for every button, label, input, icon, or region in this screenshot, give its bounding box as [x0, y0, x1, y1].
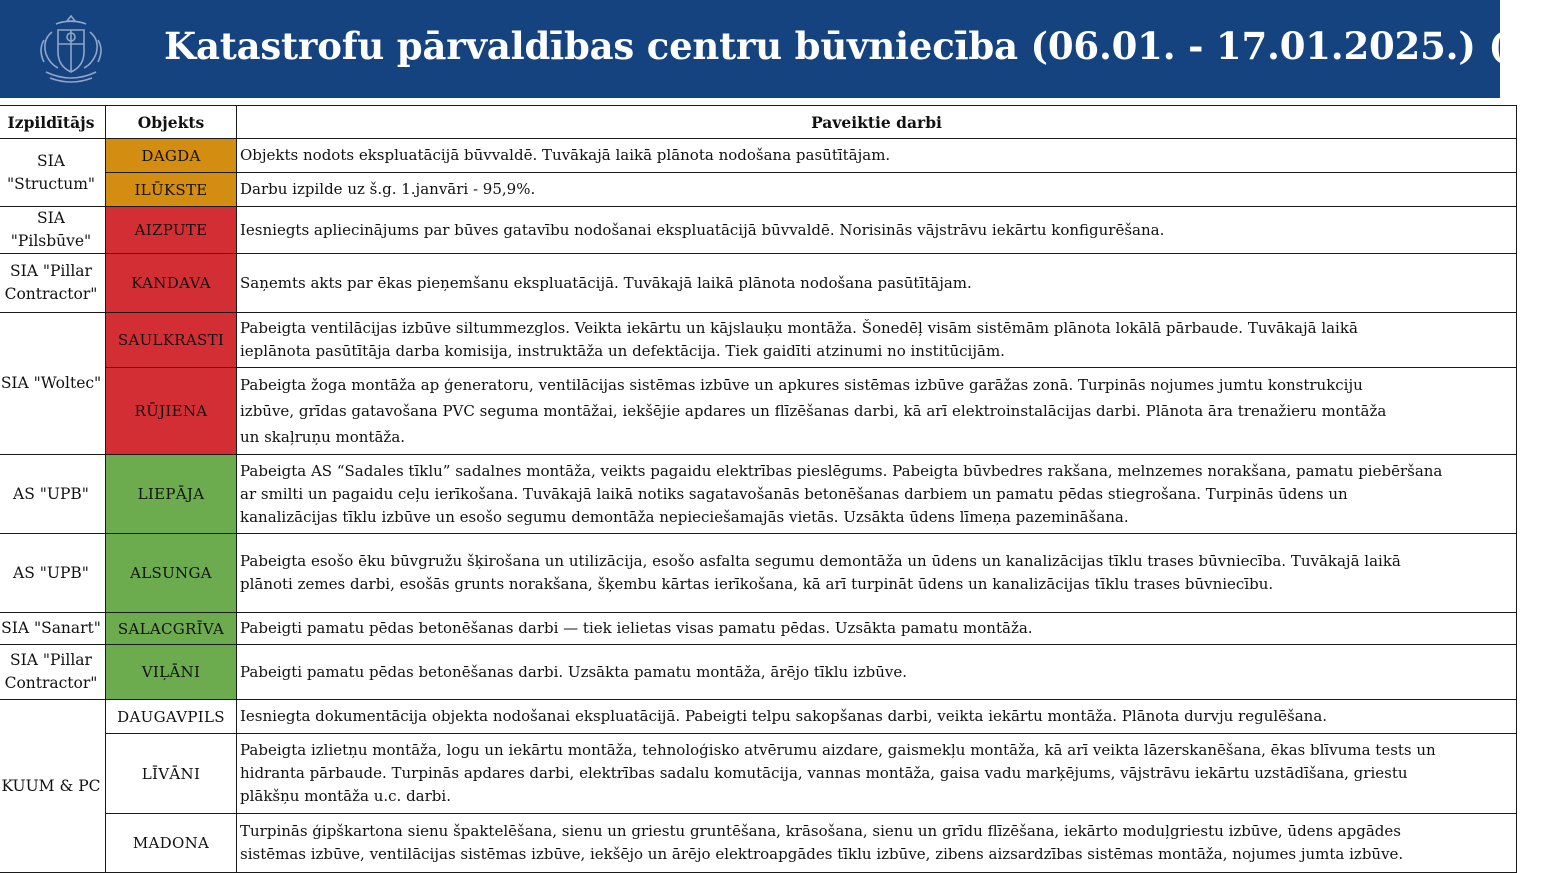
object-cell: SALACGRĪVA — [106, 613, 237, 645]
executor-line: SIA "Sanart" — [1, 619, 101, 637]
work-line: Pabeigta izlietņu montāža, logu un iekārtu montāža, tehnoloģisko atvērumu aizdare, gaismekļu montāža, kā arī veikta lāzerskanēšana, ēkas blīvuma tests un — [240, 741, 1436, 759]
work-cell — [237, 534, 1517, 613]
table-row — [0, 645, 1517, 700]
object-cell: MADONA — [106, 814, 237, 873]
work-cell — [237, 645, 1517, 700]
executor-cell — [0, 139, 106, 207]
object-cell: LĪVĀNI — [106, 734, 237, 814]
column-header-executor: Izpildītājs — [0, 106, 106, 139]
table-row — [0, 368, 1517, 455]
table-row — [0, 313, 1517, 368]
table-row — [0, 613, 1517, 645]
executor-cell — [0, 613, 106, 645]
executor-line: "Structum" — [6, 174, 96, 193]
column-header-object: Objekts — [106, 106, 237, 139]
work-cell — [237, 814, 1517, 873]
table-row — [0, 700, 1517, 734]
work-line: Darbu izpilde uz š.g. 1.janvāri - 95,9%. — [240, 180, 536, 198]
progress-table — [0, 105, 1517, 873]
object-cell: SAULKRASTI — [106, 313, 237, 368]
work-cell — [237, 455, 1517, 534]
work-line: Pabeigti pamatu pēdas betonēšanas darbi. Uzsākta pamatu montāža, ārējo tīklu izbūve. — [240, 662, 908, 681]
work-line: Pabeigta ventilācijas izbūve siltummezglos. Veikta iekārtu un kājslauķu montāža. Šonedēļ visām sistēmām plānota lokālā pārbaude. Tuvākajā laikā — [240, 319, 1358, 337]
work-line: Pabeigta esošo ēku būvgružu šķirošana un utilizācija, esošo asfalta segumu demontāža un ūdens un kanalizācijas tīklu trases būvniecība. Tuvākajā laikā — [240, 552, 1401, 570]
object-cell: KANDAVA — [106, 254, 237, 313]
table-row — [0, 173, 1517, 207]
work-line: hidranta pārbaude. Turpinās apdares darbi, elektrības sadalu komutācija, vannas montāža, gaisa vadu marķējums, vājstrāvu iekārtu uzstādīšana, griestu — [240, 764, 1408, 782]
executor-line: Contractor" — [4, 285, 98, 303]
table-row — [0, 139, 1517, 173]
page-title: Katastrofu pārvaldības centru būvniecība (06.01. - 17.01.2025.) (1) — [164, 24, 1548, 68]
work-line: Pabeigti pamatu pēdas betonēšanas darbi — tiek ielietas visas pamatu pēdas. Uzsākta pamatu montāža. — [240, 619, 1033, 637]
work-cell — [237, 613, 1517, 645]
work-line: sistēmas izbūve, ventilācijas sistēmas izbūve, iekšējo un ārējo elektroapgādes tīklu izbūve, zibens aizsardzības sistēmas montāža, nojumes jumta izbūve. — [240, 845, 1404, 863]
coat-of-arms-icon — [30, 10, 112, 88]
object-cell: ALSUNGA — [106, 534, 237, 613]
work-line: Objekts nodots ekspluatācijā būvvaldē. Tuvākajā laikā plānota nodošana pasūtītājam. — [240, 146, 891, 164]
executor-line: SIA — [37, 151, 65, 170]
work-line: Iesniegts apliecinājums par būves gatavību nodošanai ekspluatācijā būvvaldē. Norisinās vājstrāvu iekārtu konfigurēšana. — [240, 220, 1165, 239]
work-line: izbūve, grīdas gatavošana PVC seguma montāžai, iekšējie apdares un flīzēšanas darbi, kā arī elektroinstalācijas darbi. Plānota āra trenažieru montāža — [240, 402, 1387, 420]
executor-cell — [0, 455, 106, 534]
work-cell — [237, 139, 1517, 173]
table-row — [0, 254, 1517, 313]
object-cell: AIZPUTE — [106, 207, 237, 254]
executor-line: SIA "Pillar — [10, 651, 92, 669]
executor-line: Contractor" — [4, 674, 98, 692]
executor-line: KUUM & PC — [1, 776, 101, 795]
executor-cell — [0, 254, 106, 313]
object-cell: DAGDA — [106, 139, 237, 173]
column-header-work: Paveiktie darbi — [237, 106, 1517, 139]
executor-cell — [0, 700, 106, 873]
work-cell — [237, 207, 1517, 254]
executor-cell — [0, 645, 106, 700]
work-line: plākšņu montāža u.c. darbi. — [240, 787, 451, 805]
object-cell: VIĻĀNI — [106, 645, 237, 700]
executor-line: AS "UPB" — [13, 563, 89, 582]
work-line: plānoti zemes darbi, esošās grunts norakšana, šķembu kārtas ierīkošana, kā arī turpināt ūdens un kanalizācijas tīklu trases būvniecību. — [240, 575, 1274, 593]
work-cell — [237, 700, 1517, 734]
work-line: ieplānota pasūtītāja darba komisija, instruktāža un defektācija. Tiek gaidīti atzinumi no institūcijām. — [240, 342, 1005, 360]
object-cell: LIEPĀJA — [106, 455, 237, 534]
work-cell — [237, 313, 1517, 368]
table-row — [0, 814, 1517, 873]
executor-line: SIA "Pillar — [10, 262, 92, 280]
table-header-row — [0, 106, 1517, 139]
table-row — [0, 455, 1517, 534]
progress-table-wrapper — [0, 105, 1500, 863]
object-cell: DAUGAVPILS — [106, 700, 237, 734]
work-line: Pabeigta žoga montāža ap ģeneratoru, ventilācijas sistēmas izbūve un apkures sistēmas izbūve garāžas zonā. Turpinās nojumes jumtu konstrukciju — [240, 376, 1363, 394]
executor-line: SIA "Pilsbūve" — [10, 209, 92, 250]
object-cell: ILŪKSTE — [106, 173, 237, 207]
work-cell — [237, 254, 1517, 313]
work-line: ar smilti un pagaidu ceļu ierīkošana. Tuvākajā laikā notiks sagatavošanās betonēšanas darbiem un pamatu pēdas stiegrošana. Turpinās ūdens un — [240, 484, 1348, 503]
work-line: Turpinās ģipškartona sienu špaktelēšana, sienu un griestu gruntēšana, krāsošana, sienu un grīdu flīzēšana, iekārto moduļgriestu izbūve, ūdens apgādes — [240, 822, 1401, 840]
work-cell — [237, 734, 1517, 814]
work-line: un skaļruņu montāža. — [240, 428, 406, 446]
work-line: Pabeigta AS “Sadales tīklu” sadalnes montāža, veikts pagaidu elektrības pieslēgums. Pabeigta būvbedres rakšana, melnzemes norakšana, pamatu piebēršana — [240, 461, 1443, 480]
executor-line: SIA "Woltec" — [0, 374, 102, 392]
table-row — [0, 534, 1517, 613]
executor-cell — [0, 207, 106, 254]
executor-cell — [0, 534, 106, 613]
table-row — [0, 207, 1517, 254]
object-cell: RŪJIENA — [106, 368, 237, 455]
table-row — [0, 734, 1517, 814]
work-cell — [237, 368, 1517, 455]
work-line: Saņemts akts par ēkas pieņemšanu ekspluatācijā. Tuvākajā laikā plānota nodošana pasūtītājam. — [240, 273, 972, 292]
work-cell — [237, 173, 1517, 207]
work-line: Iesniegta dokumentācija objekta nodošanai ekspluatācijā. Pabeigti telpu sakopšanas darbi, veikta iekārtu montāža. Plānota durvju regulēšana. — [240, 707, 1328, 725]
executor-line: AS "UPB" — [13, 484, 89, 503]
executor-cell — [0, 313, 106, 455]
header-bar — [0, 0, 1548, 98]
work-line: kanalizācijas tīklu izbūve un esošo segumu demontāža nepieciešamajās vietās. Uzsākta ūdens līmeņa pazemināšana. — [240, 507, 1129, 526]
